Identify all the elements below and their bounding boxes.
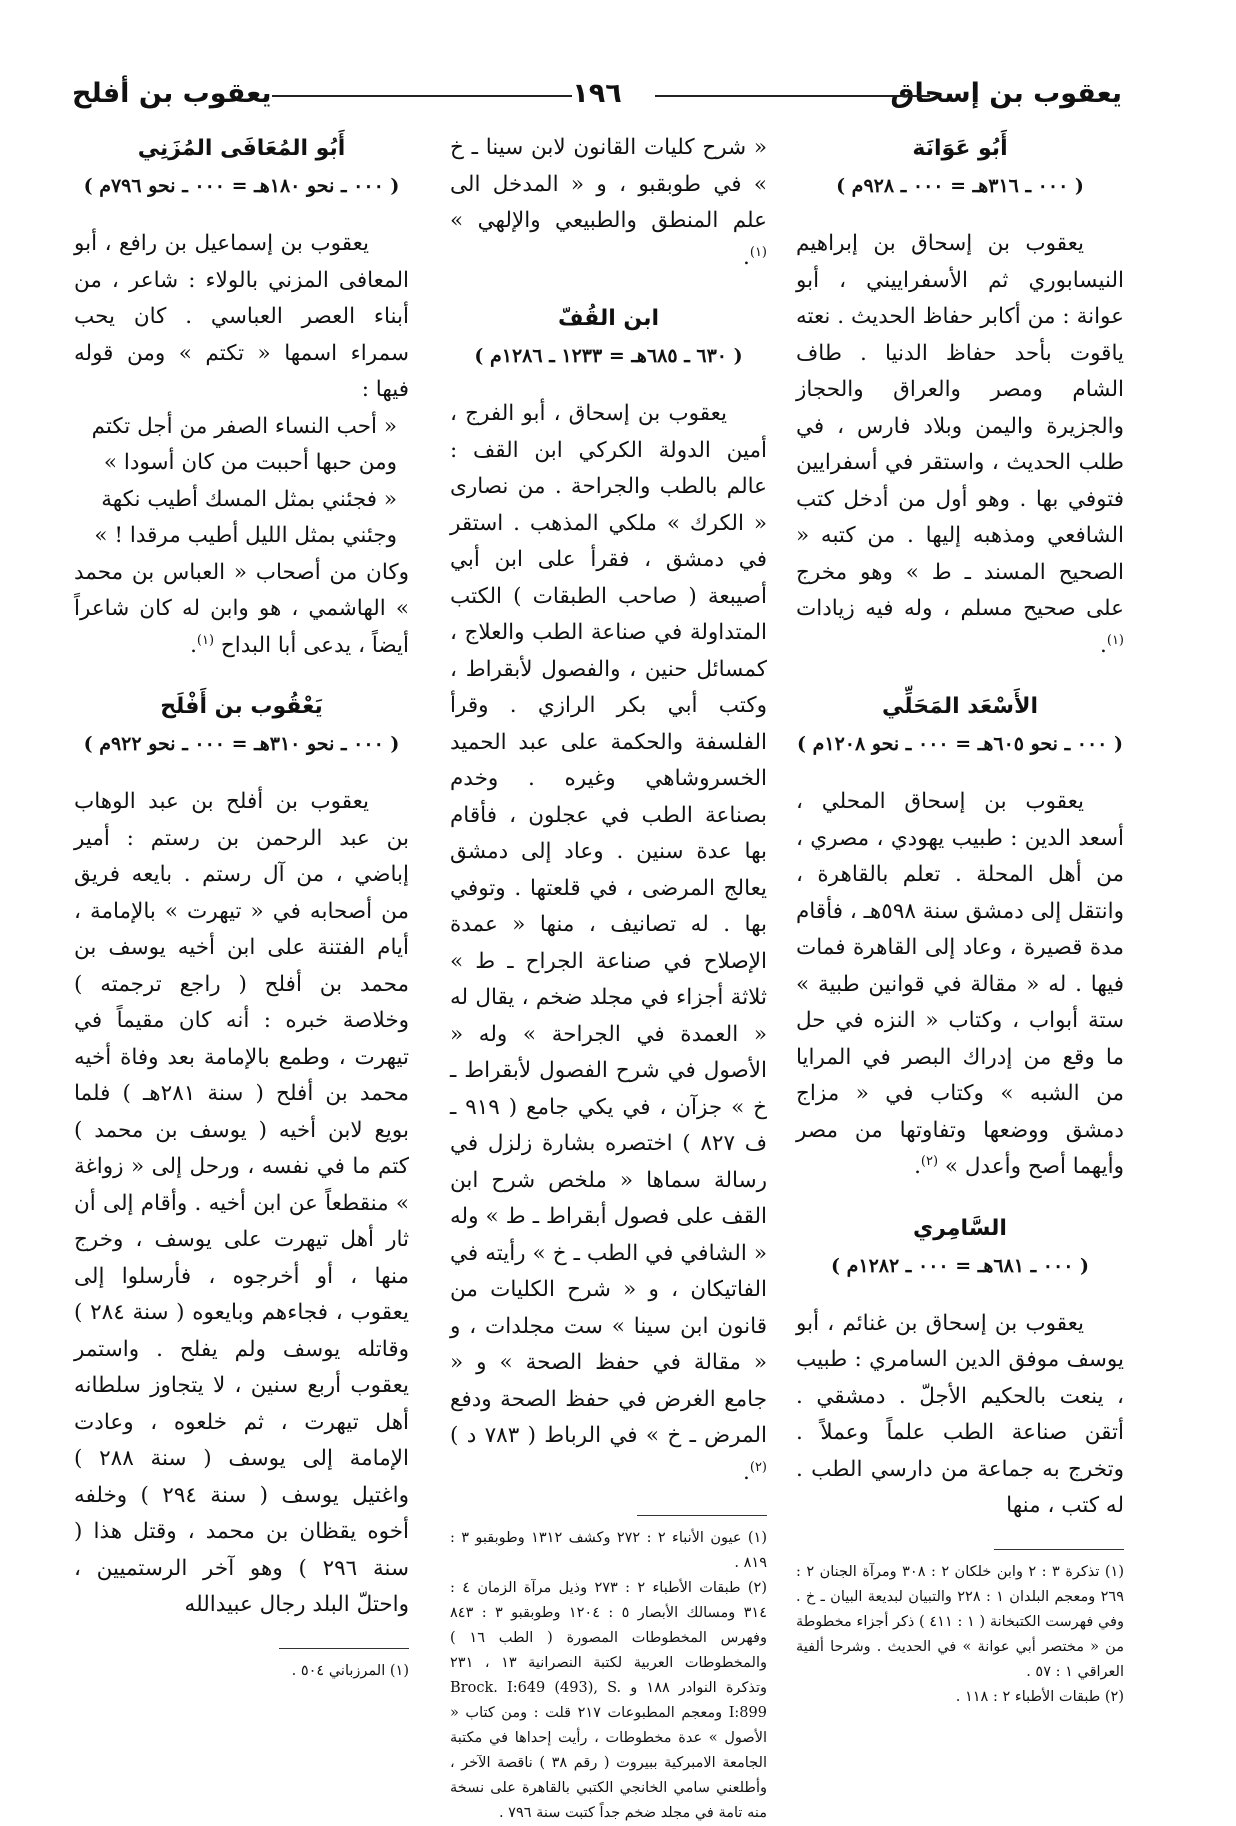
entry-title: ابن القُفّ (557, 306, 660, 331)
footnote-ref: (١) (749, 244, 767, 260)
page-number: ١٩٦ (572, 78, 622, 109)
entry-body: يعقوب بن إسحاق بن إبراهيم النيسابوري ثم الأسفراييني ، أبو عوانة : من أكابر حفاظ الحديث . نعته ياقوت بأحد حفاظ الدنيا . طاف الشام ومصر والعراق والحجاز والجزيرة واليمن وبلاد فارس ، في طلب الحديث ، واستقر في أسفرايين فتوفي بها . وهو أول من أدخل كتب الشافعي ومذهبه إليها . من كتبه « الصحيح المسند ـ ط » وهو مخرج على صحيح مسلم ، وله فيه زيادات (796, 231, 1124, 621)
entry-dates: ( ٠٠٠ ـ نحو ٣١٠هـ = ٠٠٠ ـ نحو ٩٢٢م ) (83, 733, 400, 755)
footnote-rule (637, 1515, 767, 1516)
footnote: (٢) طبقات الأطباء ٢ : ٢٧٣ وذيل مرآة الزمان ٤ : ٣١٤ ومسالك الأبصار ٥ : ١٢٠٤ وطوبقبو ٣ : ٨٤٣ وفهرس المخطوطات المصورة ( الطب ١٦ ) والمخطوطات العربية لكتبة النصرانية ١٣ ، ٢٣١ وتذكرة النوادر ١٨٨ و Brock. I:649 (493), S. I:899 ومعجم المطبوعات ٢١٧ قلت : ومن كتاب « الأصول » عدة مخطوطات ، رأيت إحداها في مكتبة الجامعة الامبركية ببيروت ( رقم ٣٨ ) ناقصة الآخر ، وأطلعني سامي الخانجي الكتبي بالقاهرة على نسخة منه تامة في مجلد ضخم جداً كتبت سنة ٧٩٦ . (450, 1580, 768, 1821)
header-right-title: يعقوب بن إسحاق (890, 78, 1122, 109)
entry-title: يَعْقُوب بن أَفْلَح (160, 694, 323, 719)
header-rule-left (272, 95, 572, 97)
entry-title: الأَسْعَد المَحَلِّي (882, 694, 1038, 719)
entry-title: السَّامِري (913, 1215, 1007, 1241)
right-column (796, 130, 1125, 1705)
entry-body: وكان من أصحاب « العباس بن محمد » الهاشمي ، هو وابن له كان شاعراً أيضاً ، يدعى أبا البداح (74, 559, 409, 658)
entry-body: يعقوب بن إسحاق ، أبو الفرج ، أمين الدولة الكركي ابن القف : عالم بالطب والجراحة . من نصارى « الكرك » ملكي المذهب . استقر في دمشق ، فقرأ على ابن أبي أصيبعة ( صاحب الطبقات ) الكتب المتداولة في صناعة الطب والعلاج ، كمسائل حنين ، والفصول لأبقراط ، وكتب أبي بكر الرازي . وقرأ الفلسفة والحكمة على عبد الحميد الخسروشاهي وغيره . وخدم بصناعة الطب في عجلون ، فأقام بها عدة سنين . وعاد إلى دمشق يعالج المرضى ، في قلعتها . وتوفي بها . له تصانيف ، منها « عمدة الإصلاح في صناعة الجراح ـ ط » ثلاثة أجزاء في مجلد ضخم ، يقال له « العمدة في الجراحة » وله « الأصول في شرح الفصول لأبقراط ـ خ » جزآن ، في يكي جامع ( ٩١٩ ـ ف ٨٢٧ ) اختصره بشارة زلزل في رسالة سماها « ملخص شرح ابن القف على فصول أبقراط ـ ط » وله « الشافي في الطب ـ خ » رأيته في الفاتيكان ، و « شرح الكليات من قانون ابن سينا » ست مجلدات ، و « مقالة في حفظ الصحة » و « جامع الغرض في حفظ الصحة ودفع المرض ـ خ » في الرباط ( ٧٨٣ د ) (450, 401, 767, 1448)
entry-text: يعقوب بن إسماعيل بن رافع ، أبو المعافى المزني بالولاء : شاعر ، من أبناء العصر العباسي . كان يحب سمراء اسمها « تكتم » ومن قوله فيها : (74, 231, 409, 402)
entry-text: يعقوب بن إسحاق ، أبو الفرج ، أمين الدولة الكركي ابن القف : عالم بالطب والجراحة . من نصارى « الكرك » ملكي المذهب . استقر في دمشق ، فقرأ على ابن أبي أصيبعة ( صاحب الطبقات ) الكتب المتداولة في صناعة الطب والعلاج ، كمسائل حنين ، والفصول لأبقراط ، وكتب أبي بكر الرازي . وقرأ الفلسفة والحكمة على عبد الحميد الخسروشاهي وغيره . وخدم بصناعة الطب في عجلون ، فأقام بها عدة سنين . وعاد إلى دمشق يعالج المرضى ، في قلعتها . وتوفي بها . له تصانيف ، منها « عمدة الإصلاح في صناعة الجراح ـ ط » ثلاثة أجزاء في مجلد ضخم ، يقال له « العمدة في الجراحة » وله « الأصول في شرح الفصول لأبقراط ـ خ » جزآن ، في يكي جامع ( ٩١٩ ـ ف ٨٢٧ ) اختصره بشارة زلزل في رسالة سماها « ملخص شرح ابن القف على فصول أبقراط ـ ط » وله « الشافي في الطب ـ خ » رأيته في الفاتيكان ، و « شرح الكليات من قانون ابن سينا » ست مجلدات ، و « مقالة في حفظ الصحة » و « جامع الغرض في حفظ الصحة ودفع المرض ـ خ » في الرباط ( ٧٨٣ د ) $^{(٢)}$. (450, 401, 767, 1485)
footnote-rule (994, 1549, 1124, 1550)
entry-text: يعقوب بن إسحاق بن غنائم ، أبو يوسف موفق الدين السامري : طبيب ، ينعت بالحكيم الأجلّ . دمشقي . أتقن صناعة الطب علماً وعملاً . وتخرج به جماعة من دارسي الطب . له كتب ، منها (796, 1310, 1124, 1518)
footnote-ref: (١) (1106, 632, 1124, 648)
verse-line: وجئني بمثل الليل أطيب مرقدا ! » (94, 523, 397, 548)
header-left-title: يعقوب بن أفلح (72, 78, 272, 109)
middle-column (450, 130, 768, 1821)
header-rule-right (655, 95, 930, 97)
verse-line: « أحب النساء الصفر من أجل تكتم (91, 413, 397, 439)
footnote: (١) المرزباني ٥٠٤ . (291, 1662, 409, 1679)
continuation-text: « شرح كليات القانون لابن سينا ـ خ » في طوبقبو ، و « المدخل الى علم المنطق والطبيعي والإلهي » $^{(١)}$. (450, 135, 767, 270)
running-header (72, 78, 1122, 118)
footnote-ref: (١) (196, 632, 215, 648)
entry-dates: ( ٠٠٠ ـ ٣١٦هـ = ٠٠٠ ـ ٩٢٨م ) (836, 175, 1084, 197)
left-column (74, 130, 409, 1679)
continuation-body: « شرح كليات القانون لابن سينا ـ خ » في طوبقبو ، و « المدخل الى علم المنطق والطبيعي والإلهي » (450, 135, 767, 233)
entry-text: يعقوب بن إسحاق المحلي ، أسعد الدين : طبيب يهودي ، مصري ، من أهل المحلة . تعلم بالقاهرة ، وانتقل إلى دمشق سنة ٥٩٨هـ ، فأقام مدة قصيرة ، وعاد إلى القاهرة فمات فيها . له « مقالة في قوانين طبية » ستة أبواب ، وكتاب « النزه في حل ما وقع من إدراك البصر في المرايا من الشبه » وكتاب في « مزاج دمشق ووضعها وتفاوتها من مصر وأيهما أصح وأعدل » $^{(٢)}$. (796, 789, 1125, 1179)
entry-text: وكان من أصحاب « العباس بن محمد » الهاشمي ، هو وابن له كان شاعراً أيضاً ، يدعى أبا البداح $^{(١)}$. (74, 559, 409, 658)
entry-dates: ( ٠٠٠ ـ ٦٨١هـ = ٠٠٠ ـ ١٢٨٢م ) (830, 1254, 1090, 1277)
verse-line: ومن حبها أحببت من كان أسودا » (103, 450, 397, 475)
entry-dates: ( ٠٠٠ ـ نحو ١٨٠هـ = ٠٠٠ ـ نحو ٧٩٦م ) (83, 175, 400, 197)
entry-text: يعقوب بن أفلح بن عبد الوهاب بن عبد الرحمن بن رستم : أمير إباضي ، من آل رستم . بايعه فريق من أصحابه في « تيهرت » بالإمامة ، أيام الفتنة على ابن أخيه يوسف بن محمد بن أفلح ( راجع ترجمته ) وخلاصة خبره : أنه كان مقيماً في تيهرت ، وطمع بالإمامة بعد وفاة أخيه محمد بن أفلح ( سنة ٢٨١هـ ) فلما بويع لابن أخيه ( يوسف بن محمد ) كتم ما في نفسه ، ورحل إلى « زواغة » منقطعاً عن ابن أخيه . وأقام إلى أن ثار أهل تيهرت على يوسف ، وخرج منها ، أو أخرجوه ، فأرسلوا إلى يعقوب ، فجاءهم وبايعوه ( سنة ٢٨٤ ) وقاتله يوسف ولم يفلح . واستمر يعقوب أربع سنين ، لا يتجاوز سلطانه أهل تيهرت ، ثم خلعوه ، وعادت الإمامة إلى يوسف ( سنة ٢٨٨ ) واغتيل يوسف ( سنة ٢٩٤ ) وخلفه أخوه يقظان بن محمد ، وقتل هذا ( سنة ٢٩٦ ) وهو آخر الرستميين ، واحتلّ البلد رجال عبيدالله (74, 789, 409, 1617)
entry-text: يعقوب بن إسحاق بن إبراهيم النيسابوري ثم الأسفراييني ، أبو عوانة : من أكابر حفاظ الحديث . نعته ياقوت بأحد حفاظ الدنيا . طاف الشام ومصر والعراق والحجاز والجزيرة واليمن وبلاد فارس ، في طلب الحديث ، واستقر في أسفرايين فتوفي بها . وهو أول من أدخل كتب الشافعي ومذهبه إليها . من كتبه « الصحيح المسند ـ ط » وهو مخرج على صحيح مسلم ، وله فيه زيادات $^{(١)}$. (796, 231, 1124, 658)
entry-dates: ( ٠٠٠ ـ نحو ٦٠٥هـ = ٠٠٠ ـ نحو ١٢٠٨م ) (797, 733, 1123, 755)
verse-line: « فجئني بمثل المسك أطيب نكهة (101, 486, 397, 512)
entry-dates: ( ٦٣٠ ـ ٦٨٥هـ = ١٢٣٣ ـ ١٢٨٦م ) (474, 345, 743, 367)
footnotes (450, 1526, 767, 1826)
entry-body: يعقوب بن إسحاق المحلي ، أسعد الدين : طبيب يهودي ، مصري ، من أهل المحلة . تعلم بالقاهرة ، وانتقل إلى دمشق سنة ٥٩٨هـ ، فأقام مدة قصيرة ، وعاد إلى القاهرة فمات فيها . له « مقالة في قوانين طبية » ستة أبواب ، وكتاب « النزه في حل ما وقع من إدراك البصر في المرايا من الشبه » وكتاب في « مزاج دمشق ووضعها وتفاوتها من مصر وأيهما أصح وأعدل » (796, 789, 1125, 1179)
entry-title: أَبُو المُعَافَى المُزَنِي (137, 136, 346, 161)
footnotes (74, 1659, 409, 1684)
footnote-ref: (٢) (920, 1153, 939, 1169)
footnotes (796, 1560, 1124, 1710)
footnote: (١) عيون الأنباء ٢ : ٢٧٢ وكشف ١٣١٢ وطوبقبو ٣ : ٨١٩ . (450, 1530, 767, 1571)
footnote-ref: (٢) (749, 1459, 767, 1475)
footnote: (٢) طبقات الأطباء ٢ : ١١٨ . (955, 1688, 1124, 1705)
footnote-rule (279, 1648, 409, 1649)
entry-title: أَبُو عَوَانَة (912, 136, 1008, 161)
footnote: (١) تذكرة ٣ : ٢ وابن خلكان ٢ : ٣٠٨ ومرآة الجنان ٢ : ٢٦٩ ومعجم البلدان ١ : ٢٢٨ والتبيان لبديعة البيان ـ خ . وفي فهرست الكتبخانة ( ١ : ٤١١ ) ذكر أجزاء مخطوطة من « مختصر أبي عوانة » في الحديث . وشرحا ألفية العراقي ١ : ٥٧ . (796, 1563, 1124, 1680)
